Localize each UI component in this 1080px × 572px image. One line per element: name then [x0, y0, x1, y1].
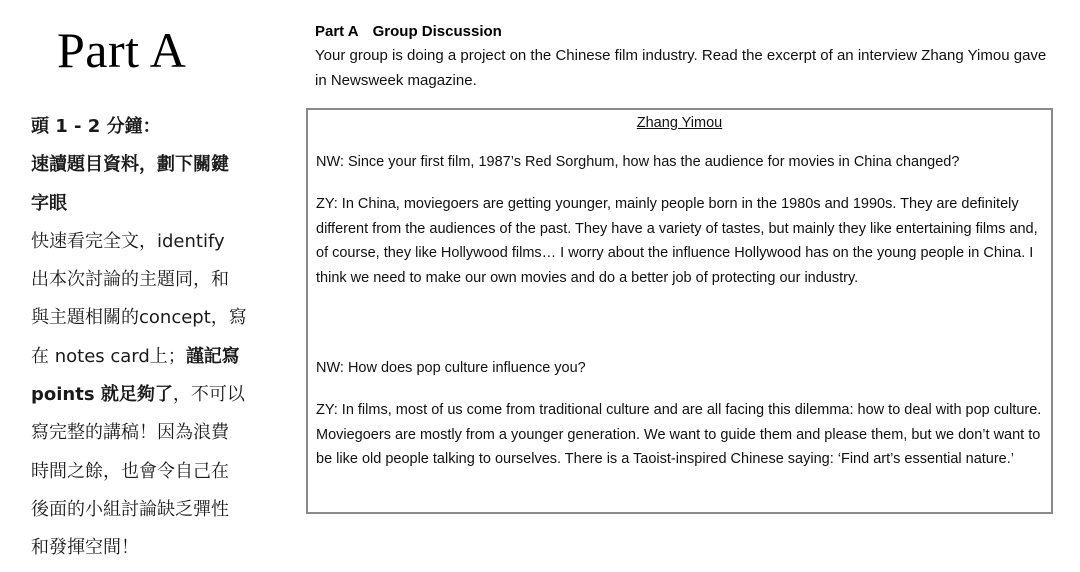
task-intro: Your group is doing a project on the Chinese film industry. Read the excerpt of an interview Zhang Yimou gave in Newsweek magazine.	[315, 47, 1047, 89]
tip-line: 快速看完全文，identify	[31, 230, 225, 252]
tip-segment: 在 notes card上；	[31, 345, 186, 367]
section-heading	[315, 22, 502, 42]
tip-line: 字眼	[31, 192, 67, 214]
interview-question: NW: Since your first film, 1987’s Red Sorghum, how has the audience for movies in China changed?	[316, 154, 960, 170]
tip-line: 後面的小組討論缺乏彈性	[31, 498, 229, 520]
tip-line: 與主題相關的concept，寫	[31, 307, 247, 329]
interview-answer: ZY: In films, most of us come from traditional culture and are all facing this dilemma: how to deal with pop culture. Moviegoers are mostly from a younger generation. We want to guide them and please them, but we don’t want to be like old people talking to ourselves. There is a Taoist-inspired Chinese saying: ‘Find art’s essential nature.’	[316, 402, 1042, 468]
part-a-title: Part A	[57, 22, 187, 78]
section-title: Group Discussion	[372, 23, 502, 40]
tip-line: 寫完整的講稿！因為浪費	[31, 422, 229, 444]
interview-answer: ZY: In China, moviegoers are getting younger, mainly people born in the 1980s and 1990s. They are definitely different from the audiences of the past. They have a variety of tastes, but mainly they like entertaining films and, of course, they like Hollywood films… I worry about the influence Hollywood has on the young people in China. I think we need to make our own movies and do a better job of protecting our industry.	[316, 196, 1038, 287]
tip-line: 頭 1 - 2 分鐘：	[31, 116, 161, 137]
tip-line: 速讀題目資料，劃下關鍵	[31, 154, 229, 176]
tip-segment: ，不可以	[172, 384, 245, 406]
interview-question: NW: How does pop culture influence you?	[316, 360, 586, 376]
study-tips	[31, 108, 281, 568]
tip-line: 和發揮空間！	[31, 537, 139, 559]
tip-segment-bold: 謹記寫	[185, 345, 240, 367]
part-label: Part A	[315, 23, 359, 40]
tip-line: 出本次討論的主題同，和	[31, 269, 229, 291]
tip-line	[31, 376, 281, 414]
tip-segment-bold: points 就足夠了	[31, 384, 173, 406]
interview-title: Zhang Yimou	[636, 115, 723, 131]
tip-line: 時間之餘，也會令自己在	[31, 460, 229, 482]
interview-excerpt-box	[306, 108, 1053, 514]
tip-line	[31, 338, 281, 376]
